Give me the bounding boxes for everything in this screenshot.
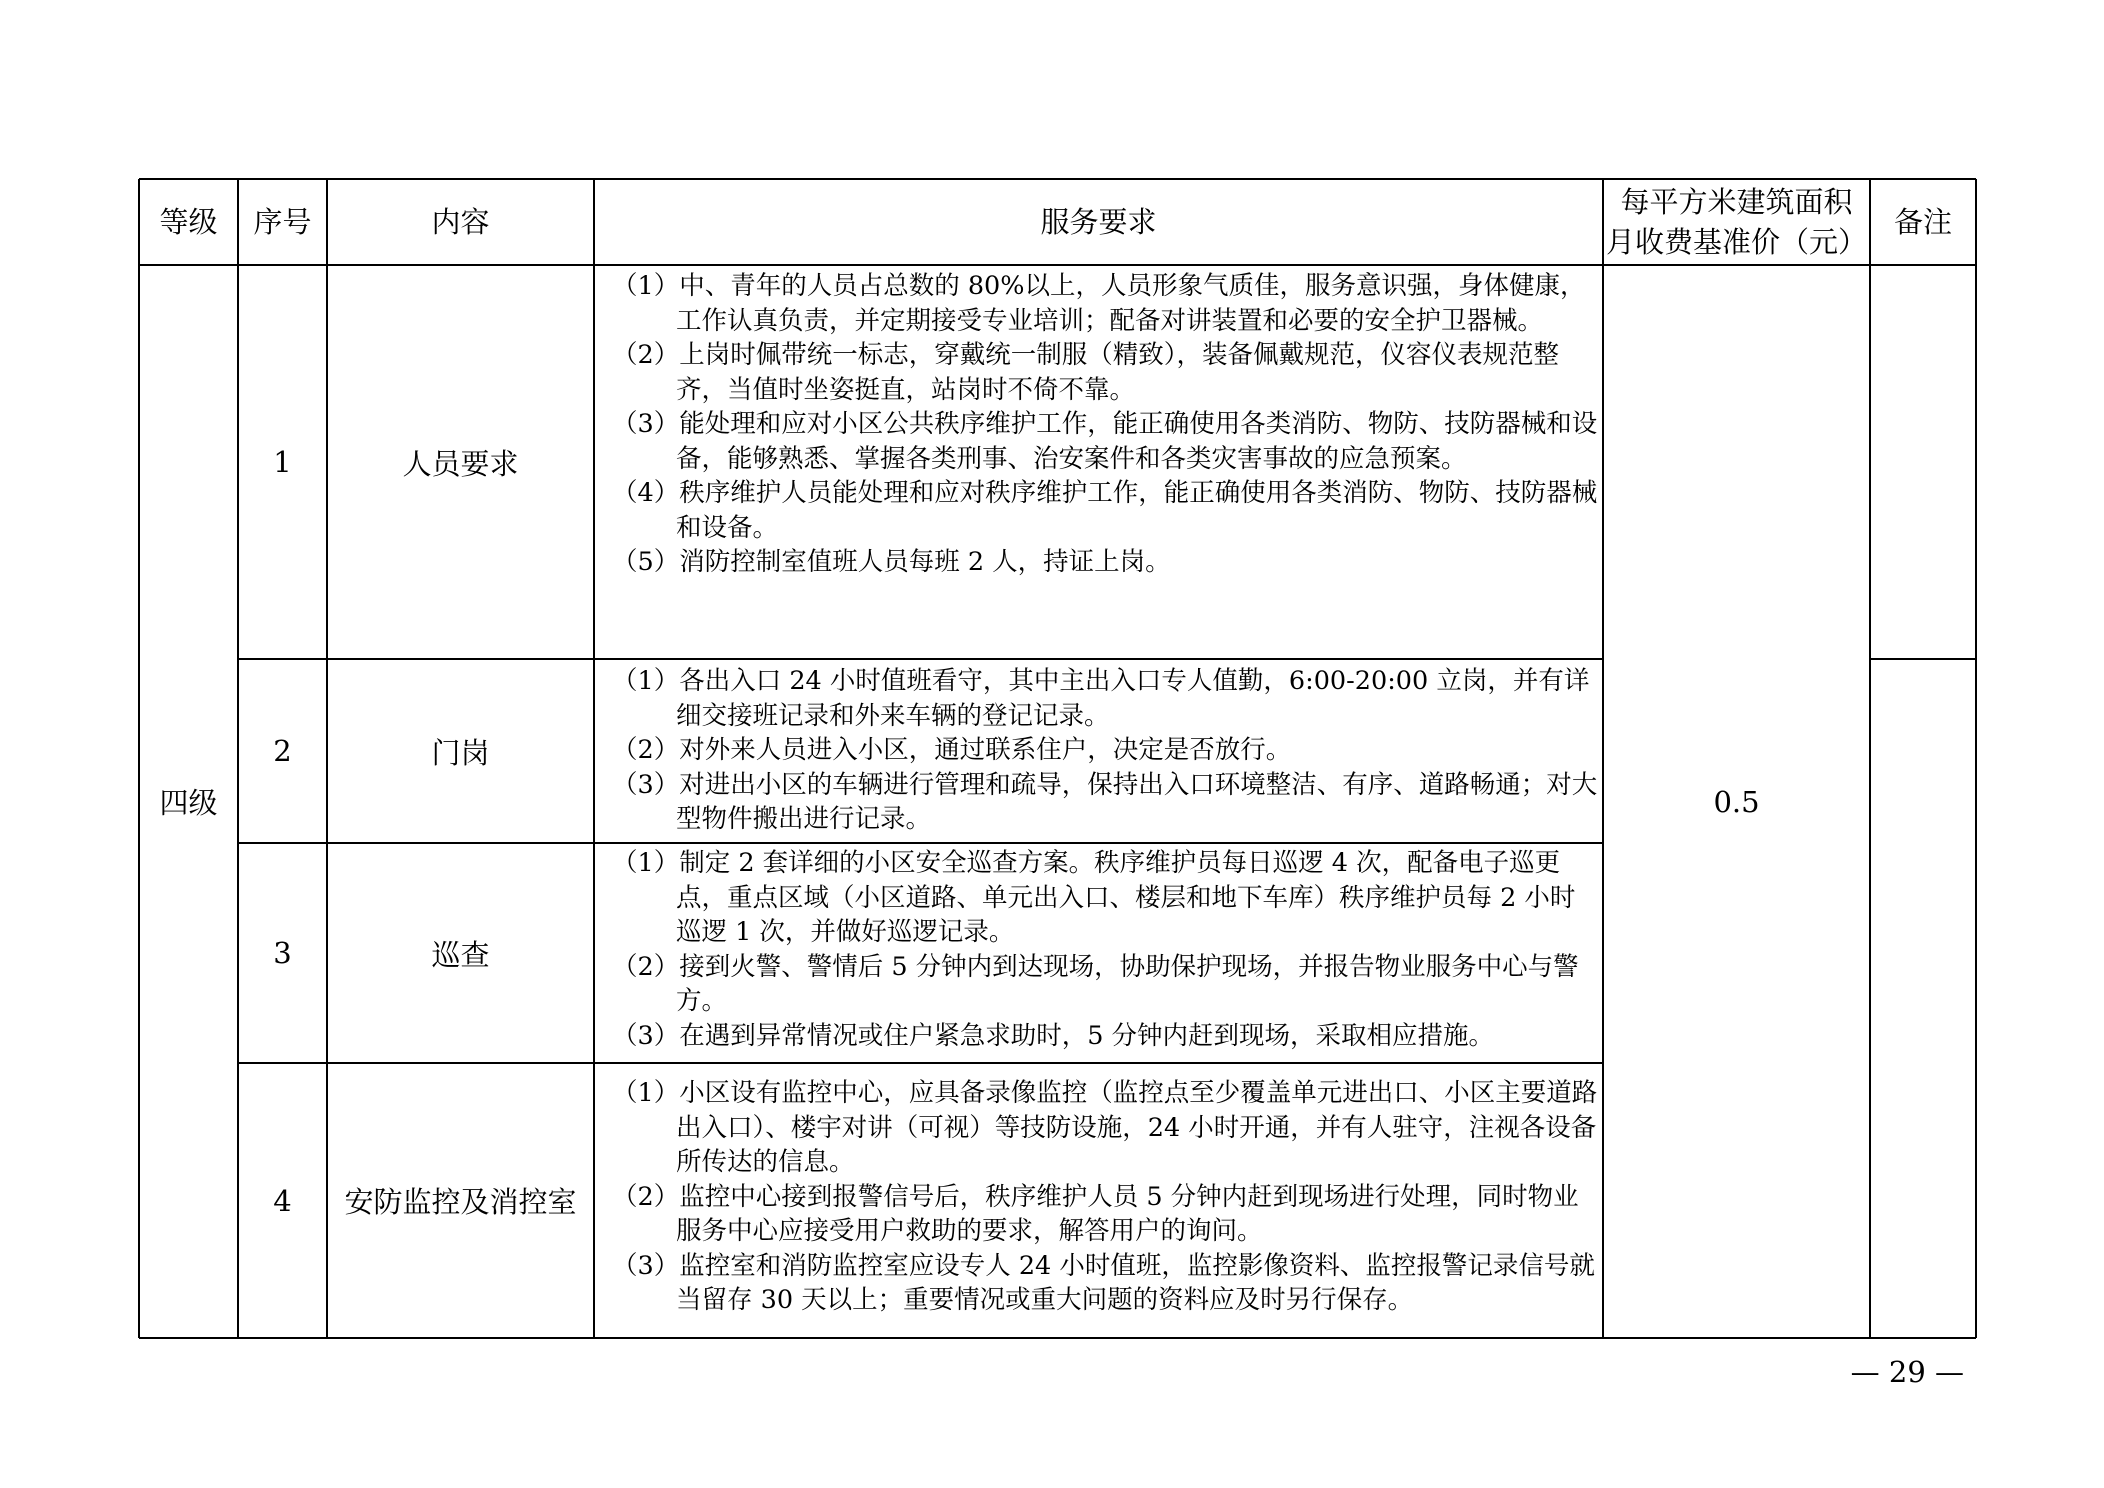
- row-1-seq: 1: [273, 445, 292, 479]
- row-4-requirements: [612, 1076, 1598, 1318]
- requirement-item: （1）中、青年的人员占总数的 80%以上，人员形象气质佳，服务意识强，身体健康，工作认真负责，并定期接受专业培训；配备对讲装置和必要的安全护卫器械。: [612, 271, 1586, 336]
- row-3-content: 巡查: [431, 937, 490, 972]
- header-price-line1: 每平方米建筑面积: [1620, 185, 1853, 219]
- requirement-item: （5）消防控制室值班人员每班 2 人，持证上岗。: [612, 547, 1171, 577]
- header-requirements: 服务要求: [1040, 205, 1157, 239]
- requirement-item: （3）对进出小区的车辆进行管理和疏导，保持出入口环境整洁、有序、道路畅通；对大型物件搬出进行记录。: [612, 769, 1598, 834]
- requirement-item: （2）对外来人员进入小区，通过联系住户，决定是否放行。: [612, 735, 1292, 765]
- requirement-item: （1）小区设有监控中心，应具备录像监控（监控点至少覆盖单元进出口、小区主要道路出入口）、楼宇对讲（可视）等技防设施，24 小时开通，并有人驻守，注视各设备所传达的信息。: [612, 1078, 1598, 1177]
- price-value: 0.5: [1713, 784, 1760, 819]
- requirement-item: （3）在遇到异常情况或住户紧急求助时，5 分钟内赶到现场，采取相应措施。: [612, 1020, 1495, 1051]
- requirement-item: （1）制定 2 套详细的小区安全巡查方案。秩序维护员每日巡逻 4 次，配备电子巡更点，重点区域（小区道路、单元出入口、楼层和地下车库）秩序维护员每 2 小时巡逻 1 次，并做好巡逻记录。: [612, 848, 1576, 947]
- requirement-item: （3）监控室和消防监控室应设专人 24 小时值班，监控影像资料、监控报警记录信号就当留存 30 天以上；重要情况或重大问题的资料应及时另行保存。: [612, 1250, 1595, 1315]
- row-1-requirements: [612, 269, 1598, 580]
- row-1-content: 人员要求: [402, 446, 519, 481]
- row-2-content: 门岗: [431, 735, 490, 770]
- requirement-item: （1）各出入口 24 小时值班看守，其中主出入口专人值勤，6:00-20:00 立岗，并有详细交接班记录和外来车辆的登记记录。: [612, 666, 1590, 731]
- requirement-item: （2）上岗时佩带统一标志，穿戴统一制服（精致），装备佩戴规范，仪容仪表规范整齐，当值时坐姿挺直，站岗时不倚不靠。: [612, 340, 1559, 405]
- row-2-seq: 2: [273, 734, 292, 768]
- row-3-seq: 3: [273, 936, 292, 970]
- requirement-item: （2）监控中心接到报警信号后，秩序维护人员 5 分钟内赶到现场进行处理，同时物业服务中心应接受用户救助的要求，解答用户的询问。: [612, 1181, 1579, 1246]
- header-price: [1603, 179, 1870, 265]
- header-price-line2: 月收费基准价（元）: [1605, 225, 1867, 259]
- requirement-item: （4）秩序维护人员能处理和应对秩序维护工作，能正确使用各类消防、物防、技防器械和设备。: [612, 478, 1598, 543]
- header-grade: 等级: [159, 205, 218, 239]
- requirement-item: （3）能处理和应对小区公共秩序维护工作，能正确使用各类消防、物防、技防器械和设备，能够熟悉、掌握各类刑事、治安案件和各类灾害事故的应急预案。: [612, 409, 1598, 474]
- header-content: 内容: [431, 205, 490, 239]
- header-remark: 备注: [1893, 205, 1952, 239]
- requirement-item: （2）接到火警、警情后 5 分钟内到达现场，协助保护现场，并报告物业服务中心与警方。: [612, 951, 1579, 1016]
- grade-value: 四级: [159, 786, 218, 820]
- row-2-requirements: [612, 664, 1598, 837]
- page-number: — 29 —: [1850, 1355, 1964, 1389]
- row-4-content: 安防监控及消控室: [344, 1185, 577, 1219]
- row-4-seq: 4: [273, 1183, 292, 1218]
- header-seq: 序号: [253, 205, 312, 239]
- row-3-requirements: [612, 846, 1598, 1053]
